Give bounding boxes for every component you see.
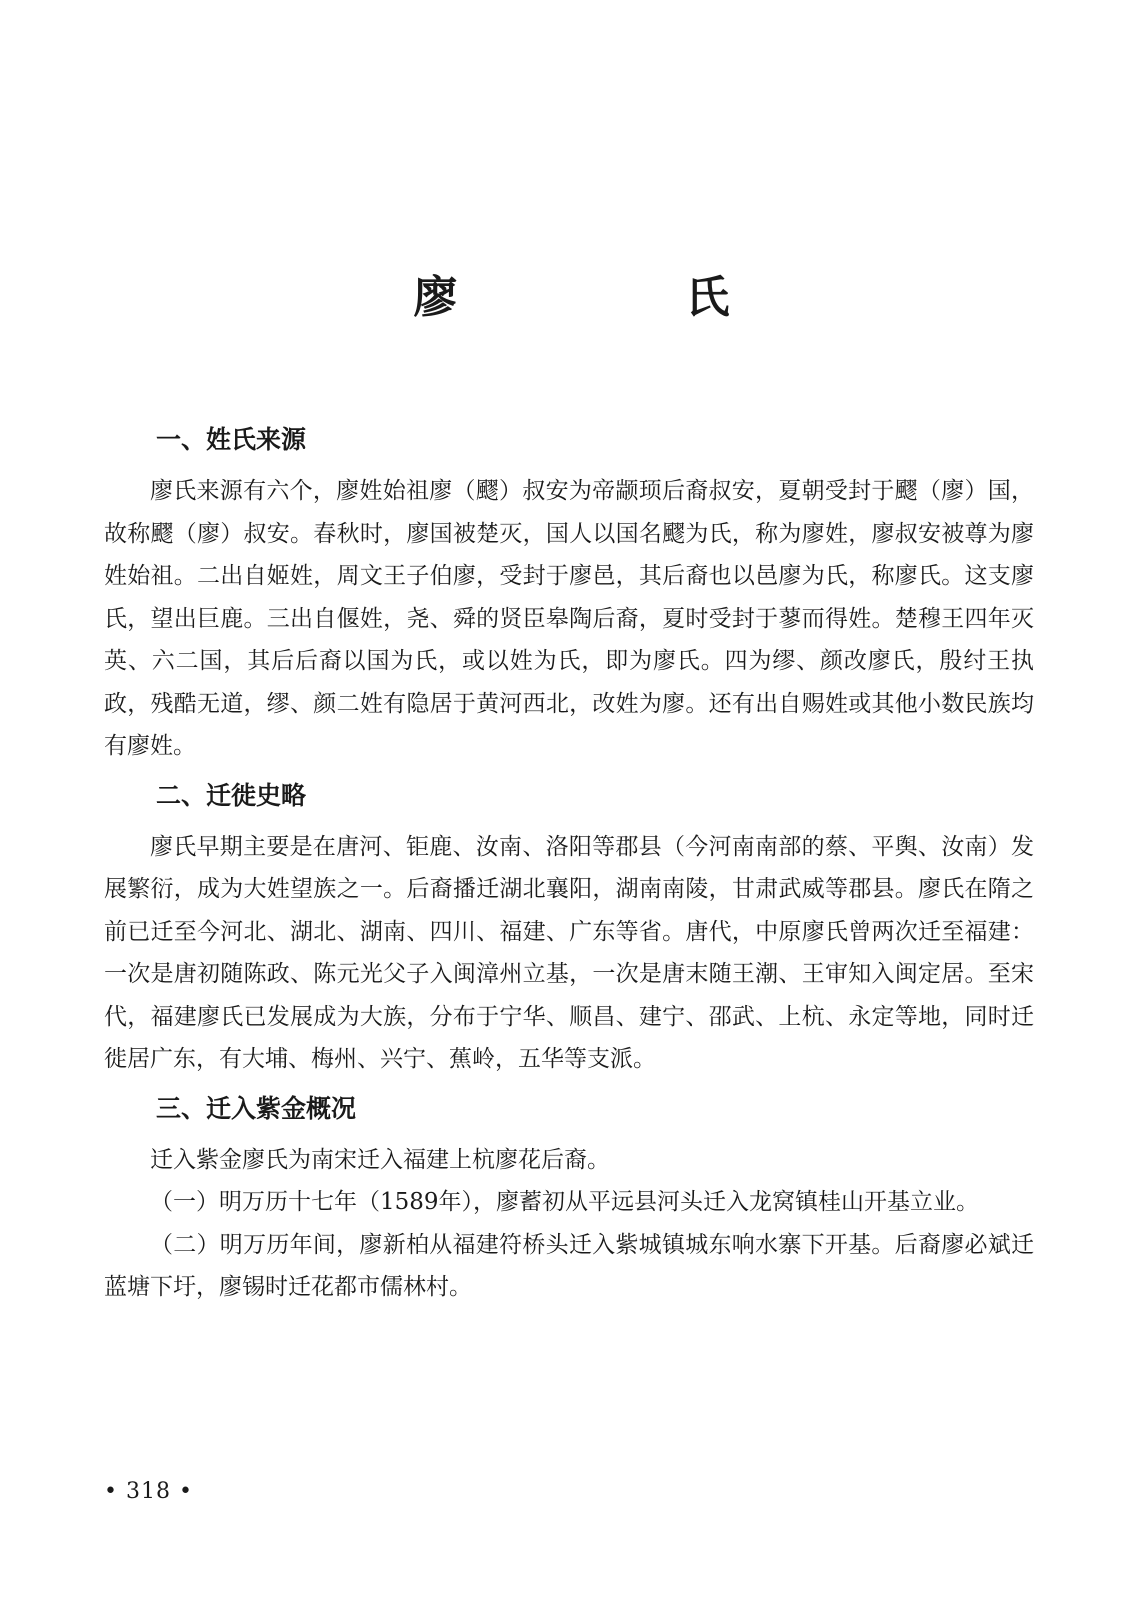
section-origin — [104, 420, 1034, 768]
document-body — [104, 420, 1034, 1309]
section-heading: 三、迁入紫金概况 — [156, 1093, 357, 1123]
body-paragraph: 廖氏来源有六个，廖姓始祖廖（飂）叔安为帝颛顼后裔叔安，夏朝受封于飂（廖）国，故称飂（廖）叔安。春秋时，廖国被楚灭，国人以国名飂为氏，称为廖姓，廖叔安被尊为廖姓始祖。二出自姬姓，周文王子伯廖，受封于廖邑，其后裔也以邑廖为氏，称廖氏。这支廖氏，望出巨鹿。三出自偃姓，尧、舜的贤臣皋陶后裔，夏时受封于蓼而得姓。楚穆王四年灭英、六二国，其后后裔以国为氏，或以姓为氏，即为廖氏。四为缪、颜改廖氏，殷纣王执政，残酷无道，缪、颜二姓有隐居于黄河西北，改姓为廖。还有出自赐姓或其他小数民族均有廖姓。 — [104, 478, 1034, 759]
section-zijin — [104, 1089, 1034, 1309]
body-paragraph: 迁入紫金廖氏为南宋迁入福建上杭廖花后裔。 — [150, 1146, 610, 1173]
section-heading: 一、姓氏来源 — [156, 425, 307, 454]
page-number: • 318 • — [104, 1479, 193, 1504]
body-paragraph: （一）明万历十七年（1589年），廖蓄初从平远县河头迁入龙窝镇桂山开基立业。 — [150, 1189, 980, 1215]
section-heading: 二、迁徙史略 — [156, 780, 307, 810]
section-migration — [104, 776, 1034, 1081]
body-paragraph: （二）明万历年间，廖新柏从福建符桥头迁入紫城镇城东响水寨下开基。后裔廖必斌迁蓝塘下圩，廖锡时迁花都市儒林村。 — [104, 1231, 1034, 1300]
page-title: 廖 氏 — [413, 272, 822, 323]
body-paragraph: 廖氏早期主要是在唐河、钜鹿、汝南、洛阳等郡县（今河南南部的蔡、平舆、汝南）发展繁衍，成为大姓望族之一。后裔播迁湖北襄阳，湖南南陵，甘肃武威等郡县。廖氏在隋之前已迁至今河北、湖北、湖南、四川、福建、广东等省。唐代，中原廖氏曾两次迁至福建：一次是唐初随陈政、陈元光父子入闽漳州立基，一次是唐末随王潮、王审知入闽定居。至宋代，福建廖氏已发展成为大族，分布于宁华、顺昌、建宁、邵武、上杭、永定等地，同时迁徙居广东，有大埔、梅州、兴宁、蕉岭，五华等支派。 — [104, 833, 1034, 1072]
